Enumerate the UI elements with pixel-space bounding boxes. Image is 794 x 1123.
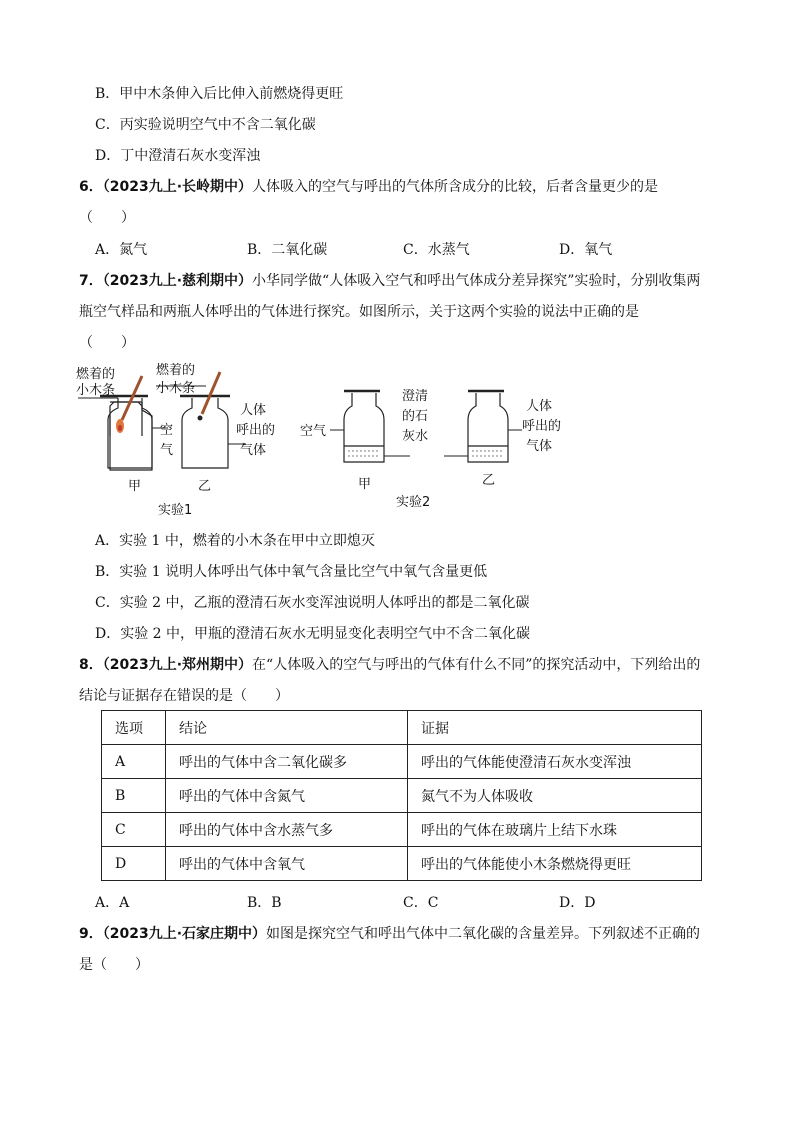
q5-option-d: D．丁中澄清石灰水变浑浊 (95, 148, 261, 164)
q7-option-d: D．实验 2 中，甲瓶的澄清石灰水无明显变化表明空气中不含二氧化碳 (95, 626, 531, 642)
answer-bracket: （ ） (79, 335, 135, 351)
question-text: 小华同学做“人体吸入空气和呼出气体成分差异探究”实验时，分别收集两 (252, 273, 701, 289)
exp1-jar-yi-label: 乙 (198, 479, 212, 494)
exp2-jar-jia-label: 甲 (358, 477, 372, 492)
answer-bracket: （ ） (79, 210, 135, 226)
q5-option-c: C．丙实验说明空气中不含二氧化碳 (95, 117, 316, 133)
table-header-row (102, 711, 702, 745)
exp2-air-label: 空气 (300, 424, 327, 439)
table-cell: 呼出的气体能使小木条燃烧得更旺 (408, 847, 702, 881)
q8-option-c: C．C (403, 895, 439, 911)
question-number: 7． (79, 273, 103, 289)
exp1-jar-jia-label: 甲 (128, 479, 142, 494)
exp1-jar-jia-body (100, 396, 152, 468)
table-cell: 氮气不为人体吸收 (408, 779, 702, 813)
q8-evidence-table (101, 710, 702, 881)
question-7-stem (79, 270, 700, 290)
q6-option-d: D．氧气 (559, 242, 613, 258)
table-cell: 呼出的气体中含氮气 (166, 779, 408, 813)
table-row (102, 847, 702, 881)
q6-option-c: C．水蒸气 (403, 242, 470, 258)
table-cell: 呼出的气体能使澄清石灰水变浑浊 (408, 745, 702, 779)
question-source: （2023九上·慈利期中） (102, 273, 253, 289)
exp2-limewater-label: 的石 (402, 409, 429, 424)
q7-option-a: A．实验 1 中，燃着的小木条在甲中立即熄灭 (95, 533, 375, 549)
question-text: 如图是探究空气和呼出气体中二氧化碳的含量差异。下列叙述不正确的 (266, 926, 701, 942)
exp2-limewater-label: 澄清 (402, 389, 429, 404)
exp2-breath-label: 气体 (526, 439, 553, 454)
table-row (102, 745, 702, 779)
exp2-caption: 实验2 (396, 495, 431, 510)
q6-option-a: A．氮气 (95, 242, 148, 258)
question-text: 在“人体吸入的空气与呼出的气体有什么不同”的探究活动中，下列给出的 (252, 657, 701, 673)
question-source: （2023九上·郑州期中） (102, 657, 253, 673)
table-cell: C (102, 813, 166, 847)
table-cell: 呼出的气体中含氧气 (166, 847, 408, 881)
q7-option-b: B．实验 1 说明人体呼出气体中氧气含量比空气中氧气含量更低 (95, 564, 488, 580)
exp1-breath-label: 人体 (240, 403, 267, 418)
table-header-cell: 选项 (102, 711, 166, 745)
question-source: （2023九上·石家庄期中） (102, 926, 267, 942)
question-9-stem-line2: 是（ ） (79, 957, 149, 973)
question-8-stem-line2: 结论与证据存在错误的是（ ） (79, 688, 289, 704)
limewater-liquid (472, 451, 504, 456)
exp2-breath-label: 人体 (526, 399, 553, 414)
table-cell: B (102, 779, 166, 813)
question-number: 9． (79, 926, 103, 942)
question-text: 人体吸入的空气与呼出的气体所含成分的比较，后者含量更少的是 (252, 179, 659, 195)
q7-experiment-figure (70, 358, 590, 518)
table-cell: A (102, 745, 166, 779)
q8-option-a: A．A (95, 895, 130, 911)
q8-option-b: B．B (247, 895, 282, 911)
question-7-stem-line2: 瓶空气样品和两瓶人体呼出的气体进行探究。如图所示，关于这两个实验的说法中正确的是 (79, 304, 639, 320)
table-header-cell: 证据 (408, 711, 702, 745)
exp1-burning-label-line1: 燃着的 (156, 363, 196, 378)
table-row (102, 779, 702, 813)
question-number: 6． (79, 179, 103, 195)
exp1-breath-label: 气体 (240, 443, 267, 458)
exp1-burning-label-line1: 燃着的 (76, 367, 116, 382)
exp1-jar-jia (110, 402, 152, 470)
question-6-stem (79, 176, 658, 196)
exp1-air-label: 气 (160, 443, 174, 458)
exp2-limewater-label: 灰水 (402, 429, 429, 444)
limewater-liquid (348, 451, 380, 456)
q6-option-b: B．二氧化碳 (247, 242, 328, 258)
question-number: 8． (79, 657, 103, 673)
q7-option-c: C．实验 2 中，乙瓶的澄清石灰水变浑浊说明人体呼出的都是二氧化碳 (95, 595, 530, 611)
question-source: （2023九上·长岭期中） (102, 179, 253, 195)
exp1-caption: 实验1 (158, 503, 193, 518)
q5-option-b: B．甲中木条伸入后比伸入前燃烧得更旺 (95, 86, 344, 102)
exp1-burning-label-line2: 小木条 (76, 383, 116, 398)
exp1-air-label: 空 (160, 423, 174, 438)
burning-splint-icon (116, 376, 142, 433)
exp2-jar-yi-label: 乙 (482, 473, 496, 488)
table-cell: 呼出的气体中含水蒸气多 (166, 813, 408, 847)
exp1-burning-label-line2: 小木条 (156, 381, 196, 396)
exp1-breath-label: 呼出的 (236, 423, 276, 438)
question-8-stem (79, 654, 700, 674)
table-cell: D (102, 847, 166, 881)
table-cell: 呼出的气体中含二氧化碳多 (166, 745, 408, 779)
q8-option-d: D．D (559, 895, 596, 911)
question-9-stem (79, 923, 700, 943)
table-cell: 呼出的气体在玻璃片上结下水珠 (408, 813, 702, 847)
table-header-cell: 结论 (166, 711, 408, 745)
table-row (102, 813, 702, 847)
exp2-breath-label: 呼出的 (522, 419, 562, 434)
